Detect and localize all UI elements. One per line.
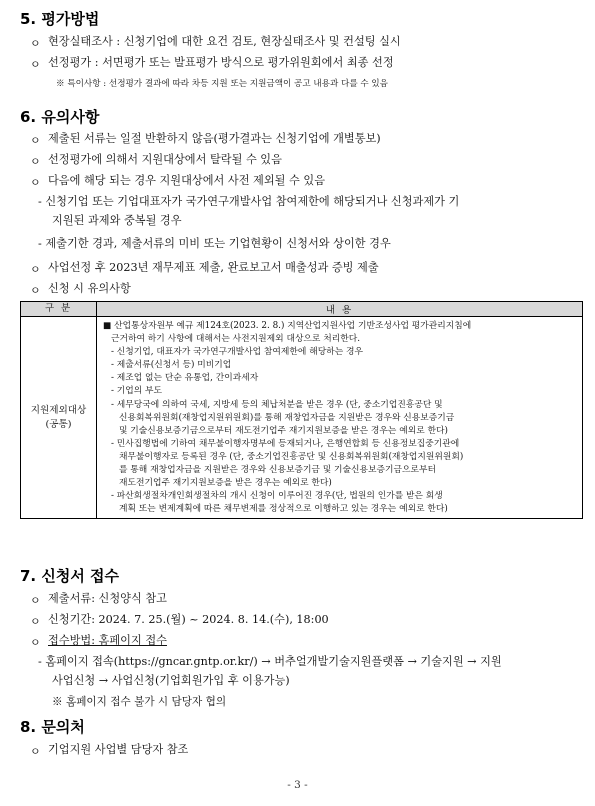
table-content-line: - 제조업 없는 단순 유통업, 간이과세자 — [111, 373, 259, 384]
table-category-cell — [21, 317, 97, 519]
table-content-line: 신용회복위원회(재창업지원위원회)를 통해 재창업자금을 지원받은 경우와 신용보증기금 — [119, 412, 455, 423]
table-content-line: - 신청기업, 대표자가 국가연구개발사업 참여제한에 해당하는 경우 — [111, 347, 363, 358]
sec6-item4: 사업선정 후 2023년 재무제표 제출, 완료보고서 매출성과 증빙 제출 — [48, 261, 379, 274]
table-content-line: - 세무당국에 의하여 국세, 지방세 등의 체납처분을 받은 경우 (단, 중소기업진흥공단 및 — [111, 399, 443, 410]
bullet: ㅇ — [30, 155, 41, 168]
table-header-category: 구 분 — [21, 302, 97, 317]
exclusion-table — [20, 301, 583, 519]
table-content-line: 근거하여 하기 사항에 대해서는 사전지원제외 대상으로 처리한다. — [111, 334, 361, 345]
sec6-item1: 제출된 서류는 일절 반환하지 않음(평가결과는 신청기업에 개별통보) — [48, 132, 381, 145]
sec7-item1: 제출서류: 신청양식 참고 — [48, 592, 167, 605]
sec8-item1: 기업지원 사업별 담당자 참조 — [48, 743, 189, 756]
bullet: ㅇ — [30, 284, 41, 297]
sec7-item2: 신청기간: 2024. 7. 25.(월) ~ 2024. 8. 14.(수), 18:00 — [48, 613, 329, 626]
bullet: ㅇ — [30, 263, 41, 276]
section-6-title: 6. 유의사항 — [20, 108, 100, 126]
bullet: ㅇ — [30, 176, 41, 189]
sec5-item2: 선정평가 : 서면평가 또는 발표평가 방식으로 평가위원회에서 최종 선정 — [48, 56, 394, 69]
sec7-item3: 접수방법: 홈페이지 접수 — [48, 634, 167, 647]
bullet: ㅇ — [30, 745, 41, 758]
table-content-line: 재도전기업주 재기지원보증을 받은 경우는 예외로 한다) — [119, 478, 332, 489]
sec6-sub1b: 지원된 과제와 중복될 경우 — [52, 214, 182, 227]
table-content-line: - 제출서류(신청서 등) 미비기업 — [111, 360, 232, 371]
section-7-title: 7. 신청서 접수 — [20, 567, 120, 585]
bullet: ㅇ — [30, 636, 41, 649]
table-content-line: ■ 산업통상자원부 예규 제124호(2023. 2. 8.) 지역산업지원사업 기반조성사업 평가관리지침에 — [103, 321, 472, 331]
bullet: ㅇ — [30, 594, 41, 607]
bullet: ㅇ — [30, 134, 41, 147]
section-8-title: 8. 문의처 — [20, 718, 85, 736]
bullet: ㅇ — [30, 58, 41, 71]
sec6-sub2: - 제출기한 경과, 제출서류의 미비 또는 기업현황이 신청서와 상이한 경우 — [38, 237, 391, 250]
category-sublabel: (공통) — [45, 418, 72, 430]
sec6-sub1a: - 신청기업 또는 기업대표자가 국가연구개발사업 참여제한에 해당되거나 신청과제가 기 — [38, 195, 460, 208]
table-header-content: 내 용 — [97, 302, 583, 317]
sec7-sub1b: 사업신청 → 사업신청(기업회원가입 후 이용가능) — [52, 674, 290, 687]
table-content-line: 및 기술신용보증기금으로부터 재도전기업주 재기지원보증을 받은 경우는 예외로 한다) — [119, 425, 448, 436]
sec6-item5: 신청 시 유의사항 — [48, 282, 131, 295]
category-label: 지원제외대상 — [30, 404, 87, 416]
sec7-note: ※ 홈페이지 접수 불가 시 담당자 협의 — [52, 696, 227, 708]
table-content-line: 를 통해 재창업자금을 지원받은 경우와 신용보증기금 및 기술신용보증기금으로부터 — [119, 465, 436, 476]
sec6-item3: 다음에 해당 되는 경우 지원대상에서 사전 제외될 수 있음 — [48, 174, 326, 187]
bullet: ㅇ — [30, 37, 41, 50]
table-content-line: - 기업의 부도 — [111, 386, 163, 397]
section-5-title: 5. 평가방법 — [20, 10, 100, 28]
sec5-item1: 현장실태조사 : 신청기업에 대한 요건 검토, 현장실태조사 및 컨설팅 실시 — [48, 35, 401, 48]
bullet: ㅇ — [30, 615, 41, 628]
table-content-line: 계획 또는 변제계획에 따른 채무변제를 정상적으로 이행하고 있는 경우는 예외로 한다) — [119, 504, 448, 515]
table-content-line: - 민사집행법에 기하여 채무불이행자명부에 등재되거나, 은행연합회 등 신용정보집중기관에 — [111, 438, 460, 449]
sec5-note: ※ 특이사항 : 선정평가 결과에 따라 차등 지원 또는 지원금액이 공고 내용과 다를 수 있음 — [56, 79, 388, 89]
table-content-line: 채무불이행자로 등록된 경우 (단, 중소기업진흥공단 및 신용회복위원회(재창업지원위원회) — [119, 451, 464, 462]
sec6-item2: 선정평가에 의해서 지원대상에서 탈락될 수 있음 — [48, 153, 282, 166]
sec7-sub1a: - 홈페이지 접속(https://gncar.gntp.or.kr/) → 버추얼개발기술지원플랫폼 → 기술지원 → 지원 — [38, 655, 502, 668]
page-number: - 3 - — [287, 779, 308, 791]
table-content-line: - 파산회생절차개인회생절차의 개시 신청이 이루어진 경우(단, 법원의 인가를 받은 회생 — [111, 491, 443, 502]
table-content-cell — [97, 317, 583, 519]
